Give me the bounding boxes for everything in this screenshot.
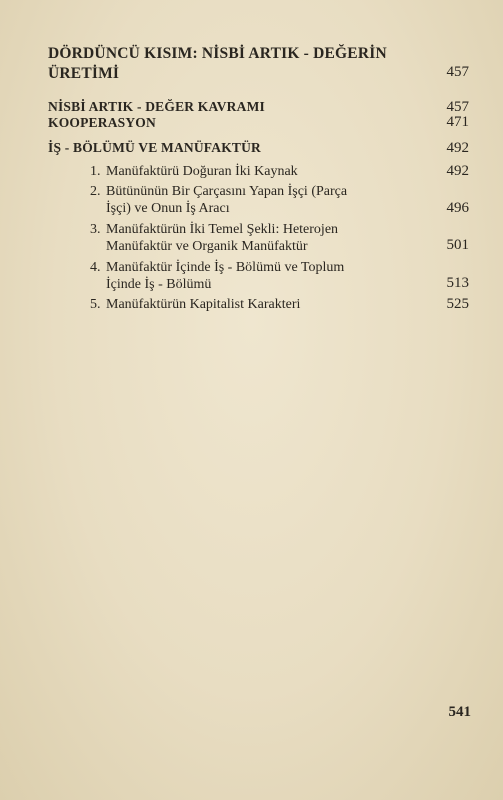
toc-item-title <box>106 163 406 180</box>
toc-item-line-1: Manüfaktürün İki Temel Şekli: Heterojen <box>106 222 339 237</box>
toc-item-number: 1. <box>90 164 101 179</box>
toc-item-line-2: İçinde İş - Bölümü <box>106 277 212 292</box>
toc-item-title <box>106 221 406 255</box>
toc-item-title <box>106 296 406 313</box>
section-title: KOOPERASYON <box>48 115 156 130</box>
toc-item-title <box>106 259 406 293</box>
toc-item-line-2: Manüfaktür ve Organik Manüfaktür <box>106 239 308 254</box>
section-page-number: 457 <box>446 99 469 115</box>
toc-item-page: 492 <box>446 163 469 179</box>
toc-item-line-1: Manüfaktürü Doğuran İki Kaynak <box>106 164 298 179</box>
toc-item-line-1: Manüfaktür İçinde İş - Bölümü ve Toplum <box>106 260 345 275</box>
toc-item-page: 496 <box>446 200 469 216</box>
toc-item-line-2: İşçi) ve Onun İş Aracı <box>106 201 230 216</box>
toc-item-page: 513 <box>446 275 469 291</box>
part-page-number: 457 <box>446 64 469 80</box>
section-title: İŞ - BÖLÜMÜ VE MANÜFAKTÜR <box>48 140 262 155</box>
part-title-line-2: ÜRETİMİ <box>48 65 120 82</box>
toc-item-number: 3. <box>90 222 101 237</box>
section-page-number: 492 <box>446 140 469 156</box>
toc-item-line-1: Manüfaktürün Kapitalist Karakteri <box>106 297 301 312</box>
toc-item-line-1: Bütününün Bir Çarçasını Yapan İşçi (Parça <box>106 184 348 199</box>
section-title: NİSBİ ARTIK - DEĞER KAVRAMI <box>48 99 265 114</box>
toc-item-number: 2. <box>90 184 101 199</box>
toc-item-title <box>106 183 406 217</box>
toc-item-page: 501 <box>446 237 469 253</box>
part-title <box>48 44 388 84</box>
page-folio-number: 541 <box>448 704 471 720</box>
toc-item-page: 525 <box>446 296 469 312</box>
section-page-number: 471 <box>446 114 469 130</box>
toc-item-number: 5. <box>90 297 101 312</box>
part-title-line-1: DÖRDÜNCÜ KISIM: NİSBİ ARTIK - DEĞERİN <box>48 45 387 62</box>
toc-item-number: 4. <box>90 260 101 275</box>
